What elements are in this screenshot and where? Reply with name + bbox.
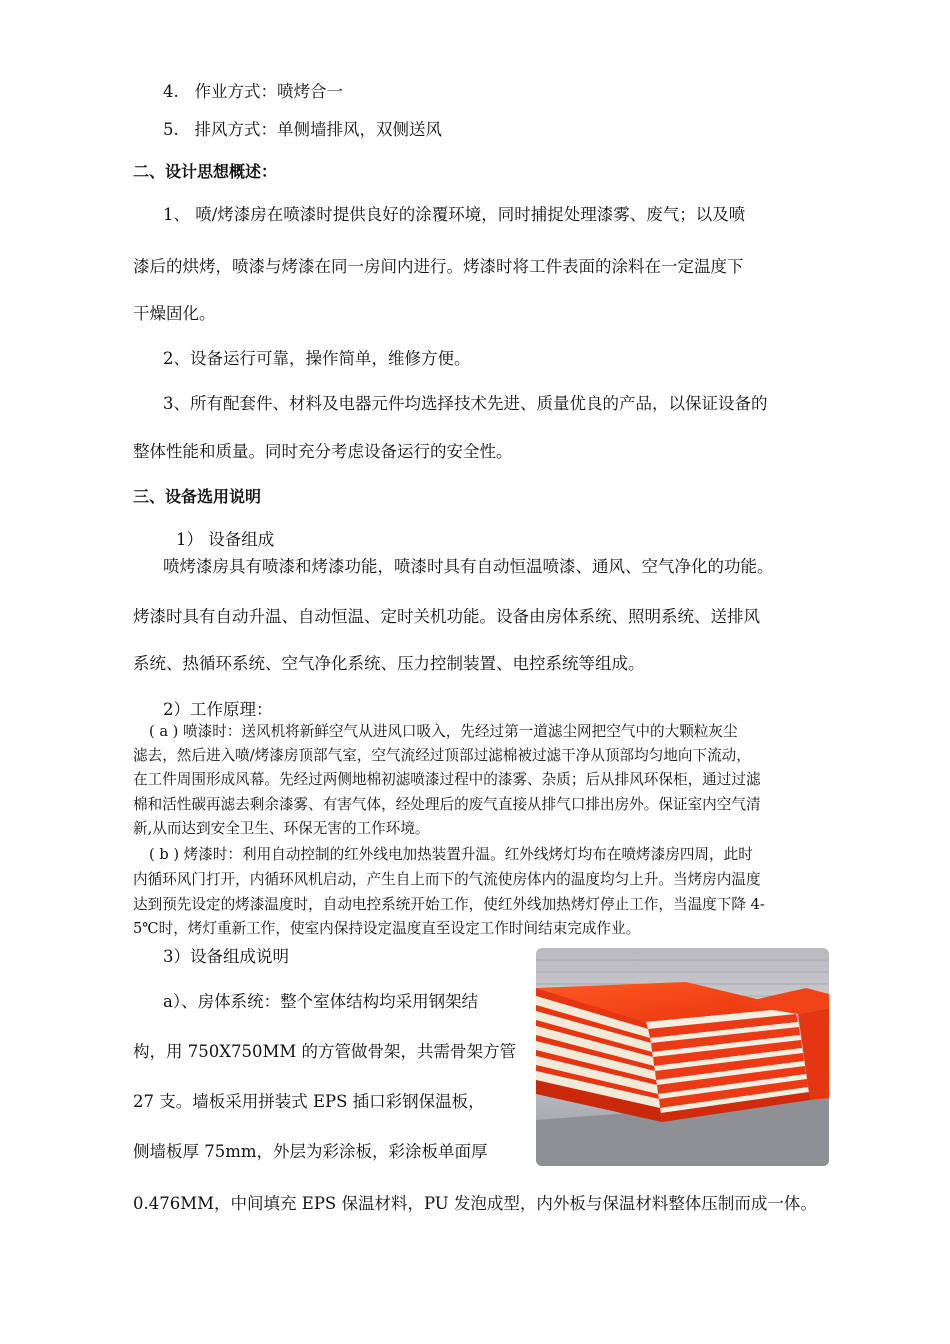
s3-1-line2: 烤漆时具有自动升温、自动恒温、定时关机功能。设备由房体系统、照明系统、送排风	[133, 607, 760, 626]
s2-p1-line2: 漆后的烘烤，喷漆与烤漆在同一房间内进行。烤漆时将工件表面的涂料在一定温度下	[133, 257, 744, 276]
s3-2b-line1: ( b ) 烤漆时：利用自动控制的红外线电加热装置升温。红外线烤灯均布在喷烤漆房四周，此时	[149, 846, 753, 863]
s3-2a-line3: 在工件周围形成风幕。先经过两侧地棉初滤喷漆过程中的漆雾、杂质；后从排风环保柜，通过过滤	[133, 771, 761, 788]
s3-1-title: 1） 设备组成	[176, 530, 275, 549]
item-4: 4. 作业方式：喷烤合一	[163, 82, 343, 101]
s3-3-line2: 构，用 750X750MM 的方管做骨架，共需骨架方管	[133, 1042, 517, 1061]
s3-3-line4: 侧墙板厚 75mm，外层为彩涂板，彩涂板单面厚	[133, 1142, 488, 1161]
s3-1-line1: 喷烤漆房具有喷漆和烤漆功能，喷漆时具有自动恒温喷漆、通风、空气净化的功能。	[163, 557, 774, 576]
color-steel-panel-photo	[536, 948, 829, 1166]
s2-p1-line3: 干燥固化。	[133, 304, 216, 323]
s3-2b-line4: 5℃时，烤灯重新工作，使室内保持设定温度直至设定工作时间结束完成作业。	[133, 920, 641, 937]
s3-2a-line2: 滤去，然后进入喷/烤漆房顶部气室，空气流经过顶部过滤棉被过滤干净从顶部均匀地向下流动，	[133, 747, 751, 764]
s3-3-line3: 27 支。墙板采用拼装式 EPS 插口彩钢保温板，	[133, 1092, 485, 1111]
s3-2b-line2: 内循环风门打开，内循环风机启动，产生自上而下的气流使房体内的温度均匀上升。当烤房内温度	[133, 871, 761, 888]
s3-2b-line3: 达到预先设定的烤漆温度时，自动电控系统开始工作，使红外线加热烤灯停止工作，当温度下降 4-	[133, 896, 765, 913]
s3-2a-line1: ( a ) 喷漆时：送风机将新鲜空气从进风口吸入，先经过第一道滤尘网把空气中的大颗粒灰尘	[149, 723, 738, 740]
s3-3-title: 3）设备组成说明	[163, 947, 289, 966]
s3-2a-line5: 新,从而达到安全卫生、环保无害的工作环境。	[133, 820, 430, 837]
panel-stack-illustration	[536, 948, 829, 1166]
item-5: 5. 排风方式：单侧墙排风，双侧送风	[163, 120, 442, 139]
s3-3-line1: a）、房体系统：整个室体结构均采用钢架结	[163, 992, 479, 1011]
section-3-heading: 三、设备选用说明	[133, 487, 262, 506]
section-2-heading: 二、设计思想概述：	[133, 162, 278, 181]
s3-1-line3: 系统、热循环系统、空气净化系统、压力控制装置、电控系统等组成。	[133, 654, 645, 673]
s3-2-title: 2）工作原理：	[163, 700, 273, 719]
s3-2a-line4: 棉和活性碳再滤去剩余漆雾、有害气体，经处理后的废气直接从排气口排出房外。保证室内空气清	[133, 796, 761, 813]
s3-3-line5: 0.476MM，中间填充 EPS 保温材料，PU 发泡成型，内外板与保温材料整体压制而成一体。	[133, 1194, 817, 1213]
s2-p3-line2: 整体性能和质量。同时充分考虑设备运行的安全性。	[133, 442, 513, 461]
s2-p3-line1: 3、所有配套件、材料及电器元件均选择技术先进、质量优良的产品，以保证设备的	[163, 394, 768, 413]
s2-p2: 2、设备运行可靠，操作简单，维修方便。	[163, 349, 471, 368]
s2-p1-line1: 1、 喷/烤漆房在喷漆时提供良好的涂覆环境，同时捕捉处理漆雾、废气；以及喷	[163, 205, 746, 224]
